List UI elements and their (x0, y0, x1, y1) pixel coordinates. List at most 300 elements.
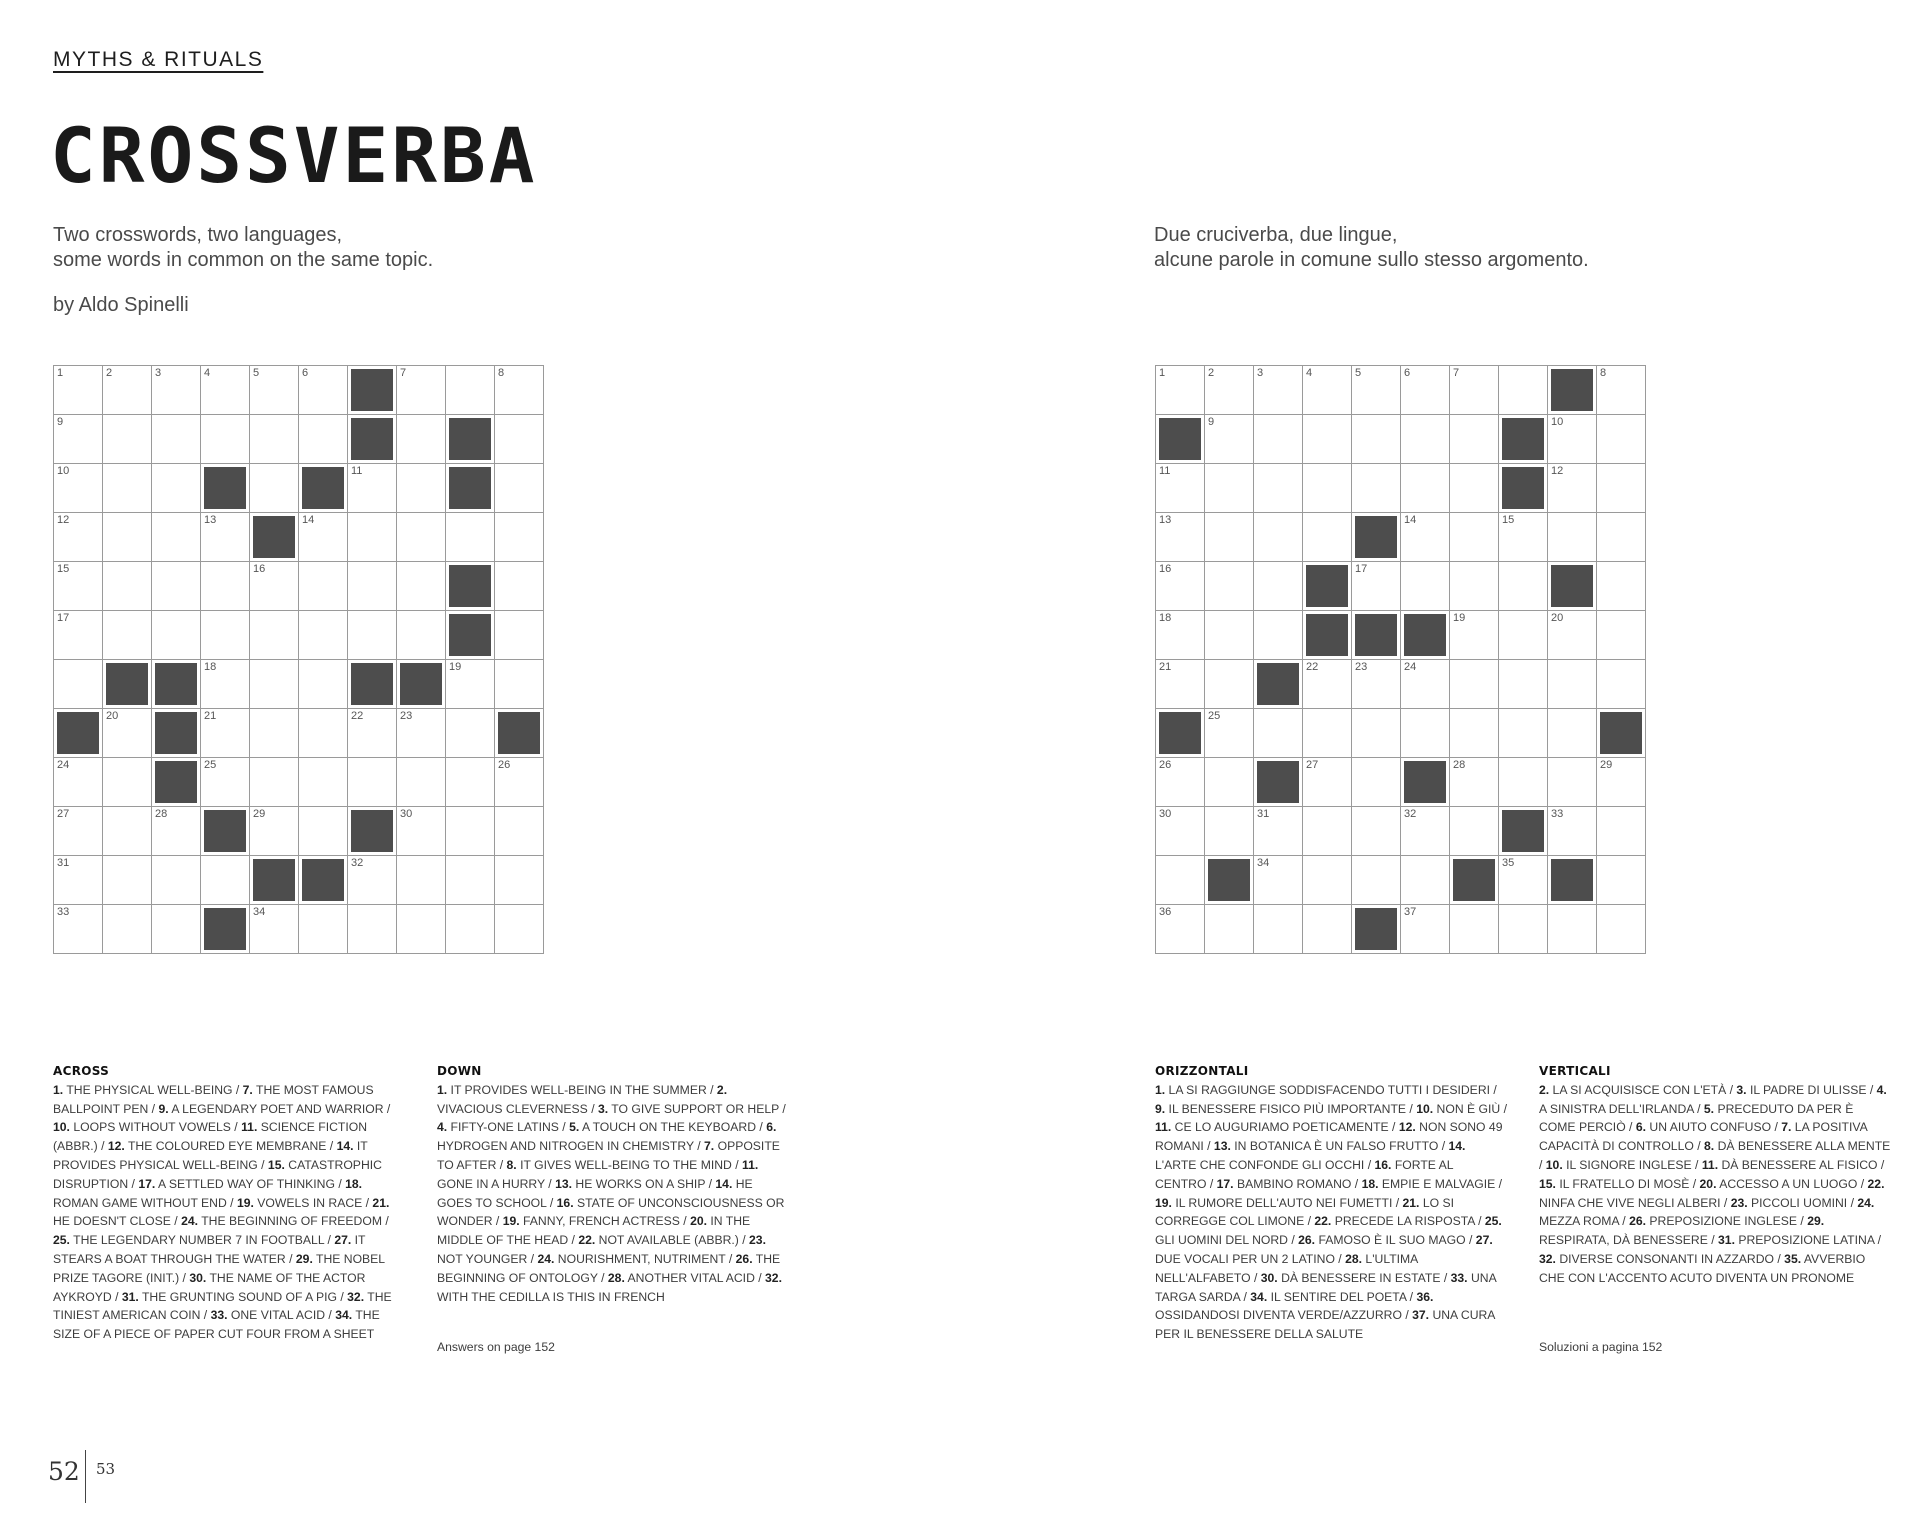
grid-cell (1597, 513, 1646, 562)
grid-cell (1254, 856, 1303, 905)
clue-number: 23. (1730, 1195, 1748, 1210)
grid-row (54, 660, 544, 709)
grid-cell (201, 856, 250, 905)
clues-verticali (1539, 1062, 1891, 1288)
clue-number: 4. (1876, 1082, 1887, 1097)
clue-number: 5. (1703, 1101, 1715, 1116)
grid-block (201, 807, 250, 856)
grid-cell (54, 366, 103, 415)
grid-cell (299, 758, 348, 807)
clue-number: 11. (742, 1157, 759, 1172)
grid-cell (1156, 905, 1205, 954)
clues-across (53, 1062, 405, 1344)
cell-number: 34 (1257, 857, 1270, 869)
intro-italian-line: alcune parole in comune sullo stesso argomento. (1154, 249, 1589, 271)
crossword-grid-italian (1155, 365, 1646, 954)
cell-number: 27 (57, 808, 70, 820)
cell-number: 8 (1600, 367, 1607, 379)
grid-cell (250, 807, 299, 856)
grid-cell (1499, 366, 1548, 415)
grid-cell (250, 611, 299, 660)
clue-text: IL RUMORE DELL'AUTO NEI FUMETTI / (1171, 1195, 1403, 1210)
cell-number: 10 (1551, 416, 1564, 428)
cell-number: 16 (1159, 563, 1172, 575)
clue-list (53, 1081, 405, 1344)
grid-block (152, 758, 201, 807)
grid-cell (495, 758, 544, 807)
clue-text: THE BEGINNING OF ONTOLOGY / (437, 1251, 781, 1285)
clue-number: 30. (189, 1270, 207, 1285)
grid-row (1156, 513, 1646, 562)
grid-row (54, 758, 544, 807)
clue-text: BAMBINO ROMANO / (1233, 1176, 1362, 1191)
clue-text: DÀ BENESSERE AL FISICO / (1718, 1157, 1885, 1172)
grid-cell (1548, 807, 1597, 856)
grid-cell (152, 562, 201, 611)
grid-cell (1597, 807, 1646, 856)
grid-block (54, 709, 103, 758)
grid-block (446, 415, 495, 464)
grid-row (1156, 807, 1646, 856)
clue-text: LOOPS WITHOUT VOWELS / (69, 1120, 242, 1135)
clue-number: 24. (1857, 1195, 1875, 1210)
grid-row (54, 562, 544, 611)
clue-number: 28. (1345, 1251, 1363, 1266)
clue-list (1155, 1081, 1507, 1344)
grid-cell (1401, 415, 1450, 464)
clue-text: THE MOST FAMOUS BALLPOINT PEN / (53, 1082, 374, 1116)
cell-number: 6 (1404, 367, 1411, 379)
cell-number: 29 (1600, 759, 1613, 771)
byline: by Aldo Spinelli (53, 294, 189, 316)
grid-cell (1205, 709, 1254, 758)
grid-cell (1548, 905, 1597, 954)
grid-cell (299, 366, 348, 415)
cell-number: 1 (57, 367, 64, 379)
grid-cell (446, 758, 495, 807)
grid-cell (1254, 905, 1303, 954)
grid-block (348, 807, 397, 856)
cell-number: 11 (351, 465, 363, 477)
grid-cell (250, 562, 299, 611)
grid-row (54, 513, 544, 562)
clue-number: 7. (1781, 1120, 1792, 1135)
grid-block (1499, 807, 1548, 856)
cell-number: 15 (57, 563, 70, 575)
clue-number: 32. (1539, 1251, 1556, 1266)
grid-cell (446, 807, 495, 856)
clue-text: MEZZA ROMA / (1539, 1214, 1630, 1229)
cell-number: 13 (1159, 514, 1172, 526)
grid-cell (1401, 464, 1450, 513)
grid-block (495, 709, 544, 758)
grid-cell (1450, 905, 1499, 954)
clue-text: VIVACIOUS CLEVERNESS / (437, 1101, 598, 1116)
grid-block (1401, 611, 1450, 660)
clue-number: 14. (336, 1139, 354, 1154)
cell-number: 24 (57, 759, 70, 771)
clue-text: IT PROVIDES PHYSICAL WELL-BEING / (53, 1139, 368, 1172)
grid-cell (1450, 807, 1499, 856)
clue-number: 3. (597, 1101, 609, 1116)
cell-number: 2 (106, 367, 113, 379)
grid-cell (397, 611, 446, 660)
cell-number: 25 (1208, 710, 1221, 722)
grid-cell (1548, 464, 1597, 513)
clue-number: 7. (242, 1082, 253, 1097)
clue-number: 24. (181, 1214, 199, 1229)
cell-number: 10 (57, 465, 70, 477)
cell-number: 20 (106, 710, 119, 722)
grid-cell (54, 905, 103, 954)
clue-number: 6. (1635, 1120, 1647, 1135)
grid-cell (1254, 709, 1303, 758)
grid-cell (1303, 905, 1352, 954)
grid-cell (495, 905, 544, 954)
grid-block (1548, 366, 1597, 415)
clue-text: IL SIGNORE INGLESE / (1562, 1157, 1702, 1172)
grid-block (250, 856, 299, 905)
clue-text: NON SONO 49 ROMANI / (1155, 1120, 1503, 1154)
clue-text: NON È GIÙ / (1433, 1101, 1507, 1116)
cell-number: 35 (1502, 857, 1515, 869)
clue-number: 3. (1736, 1082, 1747, 1097)
clue-text: IN BOTANICA È UN FALSO FRUTTO / (1230, 1139, 1449, 1154)
cell-number: 8 (498, 367, 505, 379)
soluzioni-note: Soluzioni a pagina 152 (1539, 1340, 1663, 1354)
grid-cell (1401, 660, 1450, 709)
clue-text: EMPIE E MALVAGIE / (1378, 1176, 1503, 1191)
clue-text: HE GOES TO SCHOOL / (437, 1176, 753, 1210)
cell-number: 26 (1159, 759, 1172, 771)
grid-block (1597, 709, 1646, 758)
grid-cell (495, 513, 544, 562)
grid-cell (103, 905, 152, 954)
grid-cell (299, 562, 348, 611)
clue-text: ONE VITAL ACID / (227, 1308, 336, 1323)
answers-note: Answers on page 152 (437, 1340, 555, 1354)
grid-block (1352, 905, 1401, 954)
cell-number: 9 (57, 416, 64, 428)
grid-cell (495, 856, 544, 905)
grid-cell (103, 366, 152, 415)
clue-number: 26. (1298, 1233, 1316, 1248)
cell-number: 4 (204, 367, 211, 379)
grid-row (54, 709, 544, 758)
grid-cell (1352, 807, 1401, 856)
clue-number: 1. (437, 1082, 448, 1097)
page-number-left: 52 (48, 1457, 80, 1486)
grid-block (299, 856, 348, 905)
grid-cell (54, 660, 103, 709)
grid-cell (446, 856, 495, 905)
grid-cell (348, 562, 397, 611)
grid-cell (152, 366, 201, 415)
clues-heading: ORIZZONTALI (1155, 1064, 1249, 1078)
grid-row (1156, 562, 1646, 611)
clue-text: THE NOBEL PRIZE TAGORE (INIT.) / (53, 1251, 385, 1285)
cell-number: 28 (1453, 759, 1466, 771)
grid-cell (1597, 856, 1646, 905)
clue-number: 10. (1545, 1157, 1563, 1172)
grid-cell (1499, 758, 1548, 807)
grid-row (54, 611, 544, 660)
grid-cell (1156, 758, 1205, 807)
clue-text: IT GIVES WELL-BEING TO THE MIND / (516, 1157, 742, 1172)
clue-text: STATE OF UNCONSCIOUSNESS OR WONDER / (437, 1195, 785, 1229)
clue-text: IL SENTIRE DEL POETA / (1267, 1289, 1417, 1304)
cell-number: 6 (302, 367, 309, 379)
clue-text: FIFTY-ONE LATINS / (447, 1120, 570, 1135)
clue-number: 18. (345, 1176, 363, 1191)
grid-cell (1450, 709, 1499, 758)
clue-text: PREPOSIZIONE LATINA / (1734, 1233, 1882, 1248)
grid-cell (1254, 611, 1303, 660)
grid-row (54, 807, 544, 856)
grid-cell (1156, 464, 1205, 513)
grid-cell (1450, 611, 1499, 660)
clue-number: 21. (372, 1195, 390, 1210)
clue-number: 35. (1784, 1251, 1802, 1266)
clue-number: 8. (506, 1157, 517, 1172)
cell-number: 20 (1551, 612, 1564, 624)
clue-text: GONE IN A HURRY / (437, 1176, 556, 1191)
clue-number: 9. (1155, 1101, 1166, 1116)
grid-cell (54, 611, 103, 660)
cell-number: 2 (1208, 367, 1215, 379)
clue-number: 31. (1718, 1233, 1735, 1248)
clue-text: TO GIVE SUPPORT OR HELP / (608, 1101, 786, 1116)
grid-cell (201, 611, 250, 660)
clue-number: 29. (1807, 1214, 1825, 1229)
cell-number: 22 (351, 710, 364, 722)
clue-text: THE BEGINNING OF FREEDOM / (198, 1214, 389, 1229)
grid-cell (1352, 562, 1401, 611)
grid-cell (397, 464, 446, 513)
grid-block (1254, 758, 1303, 807)
grid-cell (1303, 366, 1352, 415)
clue-text: DUE VOCALI PER UN 2 LATINO / (1155, 1251, 1346, 1266)
grid-cell (1499, 660, 1548, 709)
grid-cell (495, 415, 544, 464)
intro-italian-line: Due cruciverba, due lingue, (1154, 224, 1398, 246)
grid-block (152, 709, 201, 758)
grid-cell (1156, 366, 1205, 415)
clue-text: AVVERBIO CHE CON L'ACCENTO ACUTO DIVENTA UN PRONOME (1539, 1251, 1866, 1285)
clue-text: THE COLOURED EYE MEMBRANE / (124, 1139, 337, 1154)
grid-block (1450, 856, 1499, 905)
clue-number: 37. (1412, 1308, 1430, 1323)
cell-number: 3 (155, 367, 162, 379)
clue-number: 4. (437, 1120, 448, 1135)
clue-number: 7. (704, 1139, 715, 1154)
grid-cell (201, 660, 250, 709)
intro-english-line: Two crosswords, two languages, (53, 224, 343, 246)
grid-cell (1450, 758, 1499, 807)
grid-cell (348, 856, 397, 905)
grid-row (1156, 856, 1646, 905)
grid-block (152, 660, 201, 709)
grid-cell (1450, 464, 1499, 513)
cell-number: 1 (1159, 367, 1166, 379)
grid-cell (1205, 660, 1254, 709)
grid-cell (54, 807, 103, 856)
clue-number: 16. (1374, 1157, 1392, 1172)
grid-cell (397, 366, 446, 415)
grid-cell (1499, 856, 1548, 905)
grid-block (446, 611, 495, 660)
grid-cell (348, 709, 397, 758)
clue-text: LO SI CORREGGE COL LIMONE / (1155, 1195, 1454, 1229)
grid-cell (1303, 415, 1352, 464)
clue-text: OSSIDANDOSI DIVENTA VERDE/AZZURRO / (1155, 1308, 1413, 1323)
grid-block (1254, 660, 1303, 709)
grid-row (1156, 660, 1646, 709)
grid-cell (1401, 807, 1450, 856)
grid-block (1156, 709, 1205, 758)
clue-text: DIVERSE CONSONANTI IN AZZARDO / (1555, 1251, 1785, 1266)
grid-cell (397, 807, 446, 856)
clue-number: 26. (1629, 1214, 1647, 1229)
grid-cell (1499, 513, 1548, 562)
cell-number: 21 (204, 710, 217, 722)
grid-cell (1548, 758, 1597, 807)
grid-cell (348, 611, 397, 660)
grid-cell (1352, 856, 1401, 905)
clue-number: 22. (1314, 1214, 1332, 1229)
cell-number: 4 (1306, 367, 1313, 379)
intro-italian (1154, 223, 1589, 273)
grid-row (1156, 611, 1646, 660)
grid-cell (1548, 513, 1597, 562)
cell-number: 30 (1159, 808, 1172, 820)
clues-orizzontali (1155, 1062, 1507, 1344)
grid-cell (103, 709, 152, 758)
grid-cell (1450, 562, 1499, 611)
grid-cell (1254, 415, 1303, 464)
clue-number: 31. (121, 1289, 139, 1304)
grid-row (54, 905, 544, 954)
grid-cell (299, 905, 348, 954)
clue-text: IN THE MIDDLE OF THE HEAD / (437, 1214, 751, 1248)
clue-text: HE WORKS ON A SHIP / (572, 1176, 716, 1191)
grid-cell (152, 905, 201, 954)
clues-heading: VERTICALI (1539, 1064, 1611, 1078)
grid-cell (1548, 415, 1597, 464)
clue-text: IT PROVIDES WELL-BEING IN THE SUMMER / (447, 1082, 717, 1097)
grid-cell (152, 856, 201, 905)
grid-cell (446, 905, 495, 954)
grid-block (348, 415, 397, 464)
clue-number: 1. (1155, 1082, 1166, 1097)
clue-text: VOWELS IN RACE / (253, 1195, 373, 1210)
grid-cell (152, 464, 201, 513)
cell-number: 31 (57, 857, 70, 869)
clue-text: THE GRUNTING SOUND OF A PIG / (138, 1289, 348, 1304)
grid-cell (299, 709, 348, 758)
clue-number: 34. (1250, 1289, 1268, 1304)
grid-cell (446, 513, 495, 562)
grid-cell (299, 513, 348, 562)
cell-number: 30 (400, 808, 413, 820)
clue-text: PRECEDE LA RISPOSTA / (1331, 1214, 1485, 1229)
grid-cell (1597, 415, 1646, 464)
grid-cell (1156, 611, 1205, 660)
clue-text: IL PADRE DI ULISSE / (1746, 1082, 1877, 1097)
clue-text: THE PHYSICAL WELL-BEING / (63, 1082, 243, 1097)
cell-number: 25 (204, 759, 217, 771)
grid-cell (1548, 611, 1597, 660)
grid-cell (1205, 366, 1254, 415)
clue-text: NOT YOUNGER / (437, 1251, 538, 1266)
grid-cell (54, 758, 103, 807)
grid-cell (250, 464, 299, 513)
page-title: CROSSVERBA (50, 111, 538, 200)
clue-text: DÀ BENESSERE ALLA MENTE / (1539, 1139, 1891, 1172)
grid-block (446, 464, 495, 513)
grid-cell (446, 709, 495, 758)
grid-cell (1303, 856, 1352, 905)
grid-cell (250, 660, 299, 709)
grid-cell (54, 856, 103, 905)
clue-text: PRECEDUTO DA PER È COME PERCIÒ / (1539, 1101, 1854, 1135)
grid-cell (1205, 415, 1254, 464)
grid-cell (1352, 415, 1401, 464)
grid-cell (1450, 366, 1499, 415)
grid-cell (103, 807, 152, 856)
grid-block (299, 464, 348, 513)
clue-text: GLI UOMINI DEL NORD / (1155, 1233, 1299, 1248)
grid-cell (250, 905, 299, 954)
cell-number: 31 (1257, 808, 1270, 820)
cell-number: 23 (1355, 661, 1368, 673)
cell-number: 16 (253, 563, 266, 575)
clue-list (1539, 1081, 1891, 1288)
grid-cell (103, 464, 152, 513)
clue-number: 17. (1216, 1176, 1234, 1191)
grid-cell (1548, 660, 1597, 709)
grid-cell (1401, 366, 1450, 415)
grid-cell (495, 807, 544, 856)
grid-cell (1401, 856, 1450, 905)
clue-number: 2. (716, 1082, 728, 1097)
grid-cell (250, 415, 299, 464)
clue-text: LA POSITIVA CAPACITÀ DI CONTROLLO / (1539, 1120, 1868, 1154)
grid-cell (201, 562, 250, 611)
cell-number: 7 (1453, 367, 1460, 379)
grid-block (1303, 611, 1352, 660)
grid-cell (103, 513, 152, 562)
clue-number: 14. (1448, 1139, 1466, 1154)
clue-number: 25. (53, 1233, 70, 1248)
grid-cell (1499, 709, 1548, 758)
clue-text: NINFA CHE VIVE NEGLI ALBERI / (1539, 1195, 1731, 1210)
cell-number: 17 (1355, 563, 1368, 575)
grid-cell (1303, 464, 1352, 513)
grid-row (1156, 758, 1646, 807)
clue-text: PICCOLI UOMINI / (1747, 1195, 1858, 1210)
folio-divider (85, 1450, 86, 1503)
section-label: MYTHS & RITUALS (53, 48, 264, 71)
grid-cell (250, 709, 299, 758)
clue-number: 30. (1260, 1270, 1278, 1285)
grid-cell (152, 415, 201, 464)
cell-number: 14 (302, 514, 315, 526)
clue-text: THE NAME OF THE ACTOR AYKROYD / (53, 1270, 366, 1304)
clue-text: IL FRATELLO DI MOSÈ / (1555, 1176, 1700, 1191)
grid-cell (446, 660, 495, 709)
clue-number: 9. (158, 1101, 169, 1116)
